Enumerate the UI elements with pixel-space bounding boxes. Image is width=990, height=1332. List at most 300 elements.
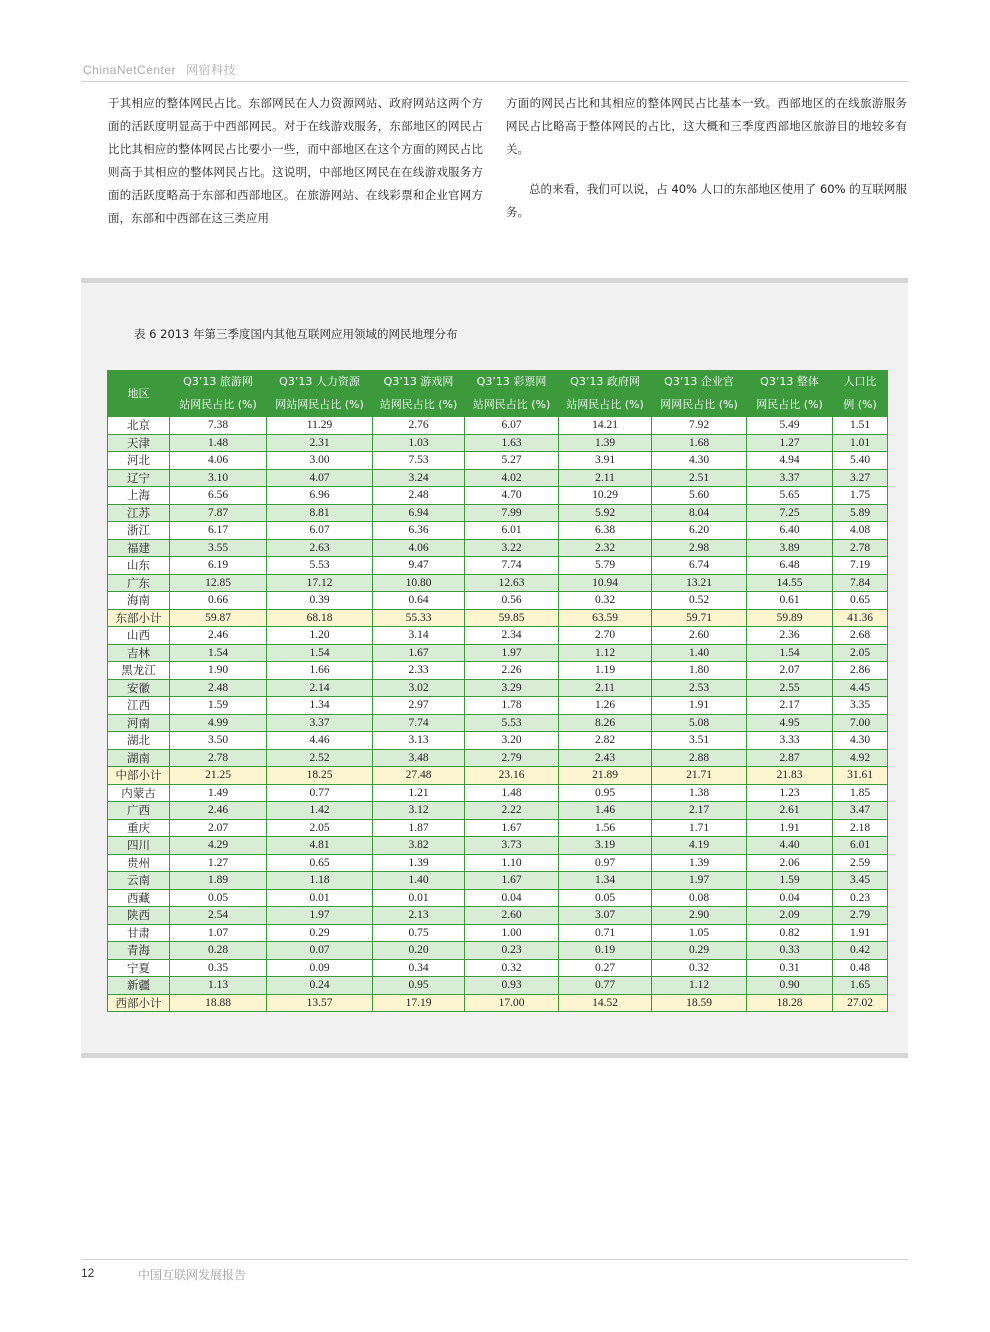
table-row (108, 469, 888, 487)
value-cell: 1.05 (652, 924, 747, 942)
value-cell: 4.81 (267, 837, 373, 855)
value-cell: 2.68 (833, 627, 888, 645)
value-cell: 0.05 (170, 889, 267, 907)
column-header-line2: 站网民占比 (%) (559, 394, 652, 417)
table-row (108, 487, 888, 505)
region-name-cell: 北京 (108, 417, 170, 435)
value-cell: 0.95 (559, 784, 652, 802)
value-cell: 0.27 (559, 959, 652, 977)
value-cell: 7.74 (465, 557, 559, 575)
footer-rule (81, 1259, 908, 1260)
region-name-cell: 海南 (108, 592, 170, 610)
table-row (108, 644, 888, 662)
column-header-line2: 网民占比 (%) (747, 394, 833, 417)
value-cell: 6.07 (267, 522, 373, 540)
value-cell: 3.50 (170, 732, 267, 750)
column-header-line1: Q3’13 企业官 (652, 371, 747, 394)
value-cell: 2.13 (373, 907, 465, 925)
value-cell: 2.82 (559, 732, 652, 750)
value-cell: 6.56 (170, 487, 267, 505)
value-cell: 21.71 (652, 767, 747, 785)
header-brand: ChinaNetCenter (83, 63, 177, 77)
value-cell: 2.09 (747, 907, 833, 925)
value-cell: 1.54 (170, 644, 267, 662)
value-cell: 1.54 (747, 644, 833, 662)
value-cell: 13.57 (267, 994, 373, 1012)
value-cell: 3.45 (833, 872, 888, 890)
value-cell: 0.28 (170, 942, 267, 960)
region-name-cell: 吉林 (108, 644, 170, 662)
value-cell: 2.07 (170, 819, 267, 837)
value-cell: 6.74 (652, 557, 747, 575)
column-header-line1: Q3’13 旅游网 (170, 371, 267, 394)
value-cell: 1.21 (373, 784, 465, 802)
value-cell: 2.98 (652, 539, 747, 557)
value-cell: 3.10 (170, 469, 267, 487)
value-cell: 0.32 (559, 592, 652, 610)
value-cell: 1.40 (652, 644, 747, 662)
table-row (108, 907, 888, 925)
region-name-cell: 东部小计 (108, 609, 170, 627)
value-cell: 3.29 (465, 679, 559, 697)
value-cell: 0.05 (559, 889, 652, 907)
value-cell: 0.34 (373, 959, 465, 977)
value-cell: 1.91 (833, 924, 888, 942)
value-cell: 1.40 (373, 872, 465, 890)
value-cell: 14.21 (559, 417, 652, 435)
value-cell: 6.01 (833, 837, 888, 855)
value-cell: 1.20 (267, 627, 373, 645)
header-rule (81, 81, 908, 82)
value-cell: 6.40 (747, 522, 833, 540)
value-cell: 3.00 (267, 452, 373, 470)
value-cell: 9.47 (373, 557, 465, 575)
value-cell: 1.75 (833, 487, 888, 505)
value-cell: 1.78 (465, 697, 559, 715)
region-name-cell: 云南 (108, 872, 170, 890)
value-cell: 3.20 (465, 732, 559, 750)
column-header-line1: Q3’13 人力资源 (267, 371, 373, 394)
value-cell: 2.55 (747, 679, 833, 697)
value-cell: 0.39 (267, 592, 373, 610)
table-row (108, 697, 888, 715)
table-row (108, 574, 888, 592)
region-name-cell: 河南 (108, 714, 170, 732)
value-cell: 0.64 (373, 592, 465, 610)
value-cell: 2.05 (267, 819, 373, 837)
value-cell: 1.59 (170, 697, 267, 715)
header-brand-cn: 网宿科技 (186, 63, 237, 77)
value-cell: 4.02 (465, 469, 559, 487)
value-cell: 0.56 (465, 592, 559, 610)
value-cell: 2.43 (559, 749, 652, 767)
column-header-line2: 站网民占比 (%) (373, 394, 465, 417)
value-cell: 1.48 (170, 434, 267, 452)
value-cell: 4.92 (833, 749, 888, 767)
page-header (83, 61, 236, 78)
value-cell: 4.46 (267, 732, 373, 750)
column-header-line2: 网站网民占比 (%) (267, 394, 373, 417)
table-row (108, 959, 888, 977)
table-row (108, 714, 888, 732)
footer-title: 中国互联网发展报告 (138, 1268, 247, 1282)
value-cell: 0.23 (833, 889, 888, 907)
column-header-line2: 站网民占比 (%) (170, 394, 267, 417)
value-cell: 1.56 (559, 819, 652, 837)
value-cell: 4.06 (170, 452, 267, 470)
column-header-region: 地区 (108, 371, 170, 417)
value-cell: 1.87 (373, 819, 465, 837)
value-cell: 0.77 (559, 977, 652, 995)
value-cell: 1.65 (833, 977, 888, 995)
value-cell: 0.52 (652, 592, 747, 610)
region-name-cell: 江西 (108, 697, 170, 715)
table-header (108, 371, 888, 417)
value-cell: 4.07 (267, 469, 373, 487)
region-name-cell: 广东 (108, 574, 170, 592)
region-name-cell: 重庆 (108, 819, 170, 837)
value-cell: 0.29 (267, 924, 373, 942)
value-cell: 27.48 (373, 767, 465, 785)
table-row (108, 784, 888, 802)
value-cell: 2.60 (465, 907, 559, 925)
table-row (108, 854, 888, 872)
value-cell: 5.40 (833, 452, 888, 470)
table-row (108, 522, 888, 540)
value-cell: 0.65 (833, 592, 888, 610)
table-row (108, 819, 888, 837)
value-cell: 2.63 (267, 539, 373, 557)
value-cell: 59.71 (652, 609, 747, 627)
value-cell: 10.80 (373, 574, 465, 592)
region-name-cell: 贵州 (108, 854, 170, 872)
value-cell: 5.89 (833, 504, 888, 522)
value-cell: 1.54 (267, 644, 373, 662)
region-name-cell: 新疆 (108, 977, 170, 995)
value-cell: 31.61 (833, 767, 888, 785)
value-cell: 0.33 (747, 942, 833, 960)
value-cell: 1.23 (747, 784, 833, 802)
value-cell: 5.27 (465, 452, 559, 470)
value-cell: 5.92 (559, 504, 652, 522)
value-cell: 0.90 (747, 977, 833, 995)
subtotal-row (108, 994, 888, 1012)
region-name-cell: 湖北 (108, 732, 170, 750)
region-name-cell: 陕西 (108, 907, 170, 925)
value-cell: 21.25 (170, 767, 267, 785)
value-cell: 1.91 (652, 697, 747, 715)
value-cell: 7.87 (170, 504, 267, 522)
value-cell: 12.85 (170, 574, 267, 592)
region-name-cell: 青海 (108, 942, 170, 960)
value-cell: 12.63 (465, 574, 559, 592)
value-cell: 17.19 (373, 994, 465, 1012)
value-cell: 3.48 (373, 749, 465, 767)
value-cell: 14.52 (559, 994, 652, 1012)
table-row (108, 924, 888, 942)
table-row (108, 557, 888, 575)
value-cell: 7.53 (373, 452, 465, 470)
value-cell: 2.97 (373, 697, 465, 715)
value-cell: 3.55 (170, 539, 267, 557)
value-cell: 3.82 (373, 837, 465, 855)
value-cell: 1.46 (559, 802, 652, 820)
value-cell: 1.19 (559, 662, 652, 680)
value-cell: 0.75 (373, 924, 465, 942)
value-cell: 2.11 (559, 469, 652, 487)
value-cell: 3.37 (747, 469, 833, 487)
value-cell: 4.95 (747, 714, 833, 732)
value-cell: 55.33 (373, 609, 465, 627)
value-cell: 1.48 (465, 784, 559, 802)
region-name-cell: 甘肃 (108, 924, 170, 942)
value-cell: 2.11 (559, 679, 652, 697)
body-column-left (108, 92, 483, 230)
value-cell: 0.95 (373, 977, 465, 995)
value-cell: 1.39 (559, 434, 652, 452)
value-cell: 1.97 (465, 644, 559, 662)
value-cell: 2.48 (170, 679, 267, 697)
value-cell: 2.54 (170, 907, 267, 925)
value-cell: 0.61 (747, 592, 833, 610)
value-cell: 2.61 (747, 802, 833, 820)
value-cell: 6.96 (267, 487, 373, 505)
body-column-right (506, 92, 907, 224)
value-cell: 3.37 (267, 714, 373, 732)
value-cell: 1.12 (559, 644, 652, 662)
region-name-cell: 福建 (108, 539, 170, 557)
value-cell: 0.24 (267, 977, 373, 995)
value-cell: 7.00 (833, 714, 888, 732)
value-cell: 1.27 (747, 434, 833, 452)
value-cell: 4.29 (170, 837, 267, 855)
value-cell: 6.94 (373, 504, 465, 522)
value-cell: 63.59 (559, 609, 652, 627)
value-cell: 2.76 (373, 417, 465, 435)
column-header-line2: 例 (%) (833, 394, 888, 417)
value-cell: 14.55 (747, 574, 833, 592)
value-cell: 17.00 (465, 994, 559, 1012)
column-header-line2: 网网民占比 (%) (652, 394, 747, 417)
value-cell: 18.59 (652, 994, 747, 1012)
value-cell: 1.85 (833, 784, 888, 802)
value-cell: 6.01 (465, 522, 559, 540)
value-cell: 41.36 (833, 609, 888, 627)
value-cell: 0.48 (833, 959, 888, 977)
value-cell: 2.60 (652, 627, 747, 645)
value-cell: 2.33 (373, 662, 465, 680)
table-row (108, 434, 888, 452)
region-name-cell: 四川 (108, 837, 170, 855)
value-cell: 6.17 (170, 522, 267, 540)
value-cell: 13.21 (652, 574, 747, 592)
value-cell: 0.97 (559, 854, 652, 872)
value-cell: 18.28 (747, 994, 833, 1012)
value-cell: 5.60 (652, 487, 747, 505)
value-cell: 27.02 (833, 994, 888, 1012)
value-cell: 2.79 (833, 907, 888, 925)
value-cell: 3.33 (747, 732, 833, 750)
value-cell: 0.71 (559, 924, 652, 942)
value-cell: 1.42 (267, 802, 373, 820)
value-cell: 1.34 (559, 872, 652, 890)
value-cell: 0.08 (652, 889, 747, 907)
value-cell: 2.78 (170, 749, 267, 767)
value-cell: 0.07 (267, 942, 373, 960)
value-cell: 2.26 (465, 662, 559, 680)
value-cell: 2.59 (833, 854, 888, 872)
value-cell: 4.45 (833, 679, 888, 697)
region-name-cell: 湖南 (108, 749, 170, 767)
value-cell: 10.94 (559, 574, 652, 592)
value-cell: 1.26 (559, 697, 652, 715)
value-cell: 0.01 (373, 889, 465, 907)
value-cell: 0.01 (267, 889, 373, 907)
value-cell: 2.06 (747, 854, 833, 872)
value-cell: 1.07 (170, 924, 267, 942)
value-cell: 2.51 (652, 469, 747, 487)
value-cell: 1.49 (170, 784, 267, 802)
value-cell: 18.88 (170, 994, 267, 1012)
value-cell: 1.97 (652, 872, 747, 890)
column-header-line1: Q3’13 游戏网 (373, 371, 465, 394)
value-cell: 4.94 (747, 452, 833, 470)
value-cell: 1.90 (170, 662, 267, 680)
value-cell: 0.32 (465, 959, 559, 977)
value-cell: 0.65 (267, 854, 373, 872)
value-cell: 5.53 (267, 557, 373, 575)
value-cell: 2.17 (652, 802, 747, 820)
value-cell: 2.36 (747, 627, 833, 645)
value-cell: 2.46 (170, 627, 267, 645)
value-cell: 0.93 (465, 977, 559, 995)
value-cell: 2.14 (267, 679, 373, 697)
page-number: 12 (81, 1266, 95, 1280)
value-cell: 0.35 (170, 959, 267, 977)
value-cell: 1.71 (652, 819, 747, 837)
value-cell: 4.70 (465, 487, 559, 505)
value-cell: 3.19 (559, 837, 652, 855)
value-cell: 21.89 (559, 767, 652, 785)
value-cell: 3.14 (373, 627, 465, 645)
value-cell: 3.07 (559, 907, 652, 925)
column-header-line2: 站网民占比 (%) (465, 394, 559, 417)
value-cell: 5.08 (652, 714, 747, 732)
value-cell: 6.38 (559, 522, 652, 540)
region-name-cell: 山西 (108, 627, 170, 645)
value-cell: 11.29 (267, 417, 373, 435)
value-cell: 5.53 (465, 714, 559, 732)
value-cell: 2.90 (652, 907, 747, 925)
region-name-cell: 宁夏 (108, 959, 170, 977)
value-cell: 59.89 (747, 609, 833, 627)
value-cell: 3.02 (373, 679, 465, 697)
value-cell: 1.10 (465, 854, 559, 872)
region-name-cell: 天津 (108, 434, 170, 452)
value-cell: 1.13 (170, 977, 267, 995)
region-name-cell: 浙江 (108, 522, 170, 540)
value-cell: 3.22 (465, 539, 559, 557)
value-cell: 1.51 (833, 417, 888, 435)
value-cell: 0.09 (267, 959, 373, 977)
value-cell: 1.12 (652, 977, 747, 995)
value-cell: 3.35 (833, 697, 888, 715)
value-cell: 0.32 (652, 959, 747, 977)
value-cell: 3.47 (833, 802, 888, 820)
value-cell: 23.16 (465, 767, 559, 785)
value-cell: 1.01 (833, 434, 888, 452)
table-row (108, 417, 888, 435)
table-row (108, 452, 888, 470)
value-cell: 7.19 (833, 557, 888, 575)
value-cell: 68.18 (267, 609, 373, 627)
value-cell: 3.91 (559, 452, 652, 470)
table-row (108, 837, 888, 855)
value-cell: 0.29 (652, 942, 747, 960)
value-cell: 1.27 (170, 854, 267, 872)
value-cell: 7.84 (833, 574, 888, 592)
table-row (108, 977, 888, 995)
value-cell: 2.79 (465, 749, 559, 767)
value-cell: 2.87 (747, 749, 833, 767)
region-name-cell: 安徽 (108, 679, 170, 697)
region-name-cell: 上海 (108, 487, 170, 505)
value-cell: 1.00 (465, 924, 559, 942)
value-cell: 1.59 (747, 872, 833, 890)
table-row (108, 627, 888, 645)
body-paragraph: 方面的网民占比和其相应的整体网民占比基本一致。西部地区的在线旅游服务网民占比略高于整体网民的占比，这大概和三季度西部地区旅游目的地较多有关。 (506, 96, 907, 156)
region-name-cell: 西藏 (108, 889, 170, 907)
region-name-cell: 内蒙古 (108, 784, 170, 802)
value-cell: 1.38 (652, 784, 747, 802)
table-row (108, 504, 888, 522)
region-name-cell: 黑龙江 (108, 662, 170, 680)
value-cell: 1.89 (170, 872, 267, 890)
value-cell: 10.29 (559, 487, 652, 505)
table-row (108, 872, 888, 890)
value-cell: 3.51 (652, 732, 747, 750)
value-cell: 2.05 (833, 644, 888, 662)
value-cell: 7.99 (465, 504, 559, 522)
value-cell: 4.08 (833, 522, 888, 540)
value-cell: 1.39 (652, 854, 747, 872)
value-cell: 1.67 (373, 644, 465, 662)
region-name-cell: 中部小计 (108, 767, 170, 785)
value-cell: 1.80 (652, 662, 747, 680)
table-row (108, 539, 888, 557)
value-cell: 2.88 (652, 749, 747, 767)
value-cell: 7.74 (373, 714, 465, 732)
value-cell: 6.07 (465, 417, 559, 435)
value-cell: 2.52 (267, 749, 373, 767)
value-cell: 0.20 (373, 942, 465, 960)
value-cell: 1.18 (267, 872, 373, 890)
value-cell: 4.19 (652, 837, 747, 855)
value-cell: 2.53 (652, 679, 747, 697)
table-row (108, 889, 888, 907)
value-cell: 6.48 (747, 557, 833, 575)
value-cell: 4.30 (833, 732, 888, 750)
value-cell: 5.65 (747, 487, 833, 505)
subtotal-row (108, 767, 888, 785)
value-cell: 21.83 (747, 767, 833, 785)
table-row (108, 679, 888, 697)
value-cell: 2.18 (833, 819, 888, 837)
value-cell: 2.86 (833, 662, 888, 680)
value-cell: 8.26 (559, 714, 652, 732)
region-name-cell: 辽宁 (108, 469, 170, 487)
region-name-cell: 西部小计 (108, 994, 170, 1012)
